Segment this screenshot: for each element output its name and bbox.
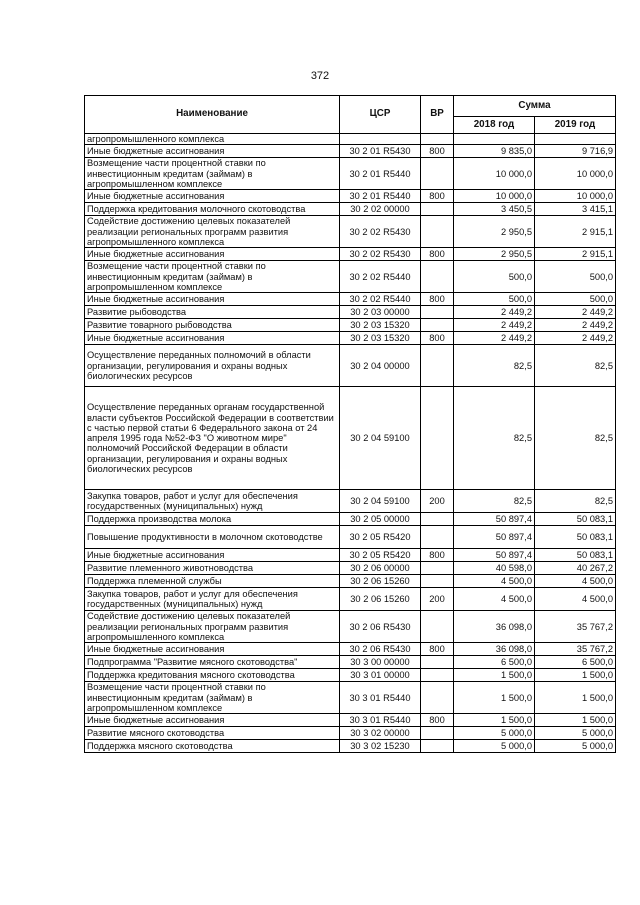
- table-row: [85, 134, 616, 145]
- row-amount-2019: 35 767,2: [535, 643, 616, 656]
- row-vr: [421, 611, 454, 643]
- row-csr: 30 2 04 00000: [340, 345, 421, 387]
- row-amount-2019: 82,5: [535, 345, 616, 387]
- table-row: [85, 714, 616, 727]
- table-row: [85, 575, 616, 588]
- row-amount-2019: 5 000,0: [535, 740, 616, 753]
- row-vr: 800: [421, 145, 454, 158]
- row-amount-2018: 1 500,0: [454, 714, 535, 727]
- row-vr: [421, 306, 454, 319]
- row-name: Повышение продуктивности в молочном скотоводстве: [85, 526, 340, 549]
- row-name: Поддержка кредитования мясного скотоводства: [85, 669, 340, 682]
- row-amount-2019: 5 000,0: [535, 727, 616, 740]
- row-csr: 30 2 01 R5440: [340, 158, 421, 190]
- table-row: [85, 345, 616, 387]
- row-name: Возмещение части процентной ставки по инвестиционным кредитам (займам) в агропромышленном комплексе: [85, 261, 340, 293]
- table-row: [85, 203, 616, 216]
- row-csr: 30 2 04 59100: [340, 490, 421, 513]
- table-row: [85, 562, 616, 575]
- row-csr: 30 2 02 R5440: [340, 293, 421, 306]
- row-name: Осуществление переданных органам государственной власти субъектов Российской Федерации в соответствии с частью первой статьи 6 Федерального закона от 24 апреля 1995 года №52-ФЗ "О животном мире" полномочий Российской Федерации в области организации, регулирования и охраны водных биологических ресурсов: [85, 387, 340, 490]
- table-row: [85, 306, 616, 319]
- row-vr: [421, 216, 454, 248]
- row-amount-2019: 50 083,1: [535, 513, 616, 526]
- row-vr: [421, 158, 454, 190]
- table-row: [85, 682, 616, 714]
- row-vr: [421, 526, 454, 549]
- table-row: [85, 248, 616, 261]
- row-amount-2018: 50 897,4: [454, 513, 535, 526]
- row-csr: 30 3 02 15230: [340, 740, 421, 753]
- row-amount-2018: 36 098,0: [454, 643, 535, 656]
- row-name: Развитие племенного животноводства: [85, 562, 340, 575]
- row-csr: [340, 134, 421, 145]
- table-row: [85, 158, 616, 190]
- row-amount-2019: 2 915,1: [535, 216, 616, 248]
- row-vr: 800: [421, 714, 454, 727]
- row-name: Возмещение части процентной ставки по инвестиционным кредитам (займам) в агропромышленном комплексе: [85, 682, 340, 714]
- row-csr: 30 2 01 R5430: [340, 145, 421, 158]
- row-name: Развитие товарного рыбоводства: [85, 319, 340, 332]
- header-year-2018: 2018 год: [454, 117, 535, 134]
- row-csr: 30 2 05 R5420: [340, 549, 421, 562]
- row-vr: 800: [421, 293, 454, 306]
- row-name: Иные бюджетные ассигнования: [85, 714, 340, 727]
- row-name: Иные бюджетные ассигнования: [85, 549, 340, 562]
- row-vr: [421, 575, 454, 588]
- row-csr: 30 2 04 59100: [340, 387, 421, 490]
- row-csr: 30 2 02 R5430: [340, 216, 421, 248]
- row-amount-2019: 4 500,0: [535, 588, 616, 611]
- row-csr: 30 2 06 00000: [340, 562, 421, 575]
- budget-table: [84, 95, 616, 753]
- row-csr: 30 2 06 15260: [340, 575, 421, 588]
- row-csr: 30 2 06 15260: [340, 588, 421, 611]
- table-row: [85, 549, 616, 562]
- row-amount-2019: 10 000,0: [535, 158, 616, 190]
- row-amount-2018: 1 500,0: [454, 682, 535, 714]
- row-amount-2019: 6 500,0: [535, 656, 616, 669]
- row-csr: 30 2 06 R5430: [340, 611, 421, 643]
- table-row: [85, 387, 616, 490]
- row-amount-2018: 3 450,5: [454, 203, 535, 216]
- row-name: Содействие достижению целевых показателей реализации региональных программ развития агропромышленного комплекса: [85, 216, 340, 248]
- row-amount-2019: 2 449,2: [535, 306, 616, 319]
- row-amount-2018: 10 000,0: [454, 190, 535, 203]
- row-amount-2018: 500,0: [454, 261, 535, 293]
- row-amount-2018: 1 500,0: [454, 669, 535, 682]
- row-amount-2018: 2 449,2: [454, 319, 535, 332]
- row-name: Содействие достижению целевых показателей реализации региональных программ развития агропромышленного комплекса: [85, 611, 340, 643]
- row-csr: 30 3 00 00000: [340, 656, 421, 669]
- row-vr: [421, 669, 454, 682]
- row-amount-2018: 50 897,4: [454, 526, 535, 549]
- row-csr: 30 2 05 R5420: [340, 526, 421, 549]
- row-amount-2018: 5 000,0: [454, 727, 535, 740]
- row-vr: [421, 682, 454, 714]
- row-csr: 30 2 03 15320: [340, 319, 421, 332]
- row-vr: [421, 345, 454, 387]
- row-csr: 30 3 01 R5440: [340, 714, 421, 727]
- row-amount-2019: 1 500,0: [535, 714, 616, 727]
- row-amount-2019: [535, 134, 616, 145]
- row-amount-2018: 9 835,0: [454, 145, 535, 158]
- row-name: Поддержка производства молока: [85, 513, 340, 526]
- row-name: Иные бюджетные ассигнования: [85, 332, 340, 345]
- row-vr: 200: [421, 588, 454, 611]
- row-csr: 30 2 06 R5430: [340, 643, 421, 656]
- row-amount-2019: 1 500,0: [535, 669, 616, 682]
- row-csr: 30 2 02 00000: [340, 203, 421, 216]
- row-name: Закупка товаров, работ и услуг для обеспечения государственных (муниципальных) нужд: [85, 490, 340, 513]
- row-amount-2018: 82,5: [454, 387, 535, 490]
- table-row: [85, 643, 616, 656]
- row-name: Осуществление переданных полномочий в области организации, регулирования и охраны водных биологических ресурсов: [85, 345, 340, 387]
- row-name: Поддержка мясного скотоводства: [85, 740, 340, 753]
- row-name: агропромышленного комплекса: [85, 134, 340, 145]
- table-row: [85, 190, 616, 203]
- row-vr: 800: [421, 549, 454, 562]
- table-row: [85, 588, 616, 611]
- row-name: Закупка товаров, работ и услуг для обеспечения государственных (муниципальных) нужд: [85, 588, 340, 611]
- row-csr: 30 2 02 R5440: [340, 261, 421, 293]
- table-body: [85, 134, 616, 753]
- row-name: Иные бюджетные ассигнования: [85, 293, 340, 306]
- row-amount-2019: 82,5: [535, 490, 616, 513]
- table-row: [85, 656, 616, 669]
- row-amount-2018: 4 500,0: [454, 575, 535, 588]
- row-amount-2018: 50 897,4: [454, 549, 535, 562]
- table-row: [85, 332, 616, 345]
- row-amount-2019: 4 500,0: [535, 575, 616, 588]
- row-amount-2019: 500,0: [535, 261, 616, 293]
- row-amount-2019: 50 083,1: [535, 549, 616, 562]
- row-amount-2018: 82,5: [454, 345, 535, 387]
- row-vr: [421, 203, 454, 216]
- table-row: [85, 293, 616, 306]
- table-row: [85, 526, 616, 549]
- row-name: Подпрограмма "Развитие мясного скотоводства": [85, 656, 340, 669]
- row-amount-2018: 10 000,0: [454, 158, 535, 190]
- row-csr: 30 2 02 R5430: [340, 248, 421, 261]
- row-vr: [421, 740, 454, 753]
- table-row: [85, 319, 616, 332]
- row-name: Развитие рыбоводства: [85, 306, 340, 319]
- row-amount-2019: 82,5: [535, 387, 616, 490]
- table-row: [85, 669, 616, 682]
- table-header: [85, 96, 616, 134]
- table-row: [85, 216, 616, 248]
- row-amount-2019: 50 083,1: [535, 526, 616, 549]
- row-name: Иные бюджетные ассигнования: [85, 145, 340, 158]
- row-vr: [421, 387, 454, 490]
- row-amount-2019: 500,0: [535, 293, 616, 306]
- row-amount-2018: 40 598,0: [454, 562, 535, 575]
- row-amount-2019: 35 767,2: [535, 611, 616, 643]
- row-name: Поддержка кредитования молочного скотоводства: [85, 203, 340, 216]
- row-amount-2018: 4 500,0: [454, 588, 535, 611]
- row-amount-2019: 3 415,1: [535, 203, 616, 216]
- row-csr: 30 2 05 00000: [340, 513, 421, 526]
- row-amount-2018: [454, 134, 535, 145]
- row-name: Возмещение части процентной ставки по инвестиционным кредитам (займам) в агропромышленном комплексе: [85, 158, 340, 190]
- row-amount-2019: 2 449,2: [535, 319, 616, 332]
- row-vr: [421, 513, 454, 526]
- row-vr: 800: [421, 190, 454, 203]
- table-row: [85, 740, 616, 753]
- row-vr: [421, 656, 454, 669]
- row-vr: [421, 727, 454, 740]
- table-row: [85, 145, 616, 158]
- row-amount-2019: 2 915,1: [535, 248, 616, 261]
- row-vr: [421, 562, 454, 575]
- header-sum: Сумма: [454, 96, 616, 117]
- row-name: Развитие мясного скотоводства: [85, 727, 340, 740]
- row-vr: [421, 319, 454, 332]
- row-amount-2019: 40 267,2: [535, 562, 616, 575]
- row-amount-2018: 2 449,2: [454, 306, 535, 319]
- row-name: Иные бюджетные ассигнования: [85, 248, 340, 261]
- row-name: Иные бюджетные ассигнования: [85, 190, 340, 203]
- row-vr: 800: [421, 643, 454, 656]
- row-amount-2018: 5 000,0: [454, 740, 535, 753]
- row-name: Поддержка племенной службы: [85, 575, 340, 588]
- row-amount-2018: 2 449,2: [454, 332, 535, 345]
- row-csr: 30 3 01 00000: [340, 669, 421, 682]
- row-amount-2018: 82,5: [454, 490, 535, 513]
- row-csr: 30 3 02 00000: [340, 727, 421, 740]
- table-row: [85, 490, 616, 513]
- row-amount-2018: 2 950,5: [454, 248, 535, 261]
- row-amount-2019: 10 000,0: [535, 190, 616, 203]
- row-csr: 30 2 03 00000: [340, 306, 421, 319]
- row-amount-2019: 2 449,2: [535, 332, 616, 345]
- header-year-2019: 2019 год: [535, 117, 616, 134]
- row-amount-2018: 6 500,0: [454, 656, 535, 669]
- header-vr: ВР: [421, 96, 454, 134]
- row-vr: [421, 261, 454, 293]
- table-row: [85, 611, 616, 643]
- row-amount-2018: 2 950,5: [454, 216, 535, 248]
- row-vr: 200: [421, 490, 454, 513]
- header-name: Наименование: [85, 96, 340, 134]
- row-csr: 30 2 01 R5440: [340, 190, 421, 203]
- row-vr: [421, 134, 454, 145]
- table-row: [85, 261, 616, 293]
- row-amount-2019: 9 716,9: [535, 145, 616, 158]
- row-csr: 30 2 03 15320: [340, 332, 421, 345]
- header-csr: ЦСР: [340, 96, 421, 134]
- table-row: [85, 727, 616, 740]
- row-csr: 30 3 01 R5440: [340, 682, 421, 714]
- table-row: [85, 513, 616, 526]
- row-vr: 800: [421, 248, 454, 261]
- row-amount-2018: 36 098,0: [454, 611, 535, 643]
- row-vr: 800: [421, 332, 454, 345]
- row-name: Иные бюджетные ассигнования: [85, 643, 340, 656]
- row-amount-2019: 1 500,0: [535, 682, 616, 714]
- page-number: 372: [310, 70, 330, 82]
- row-amount-2018: 500,0: [454, 293, 535, 306]
